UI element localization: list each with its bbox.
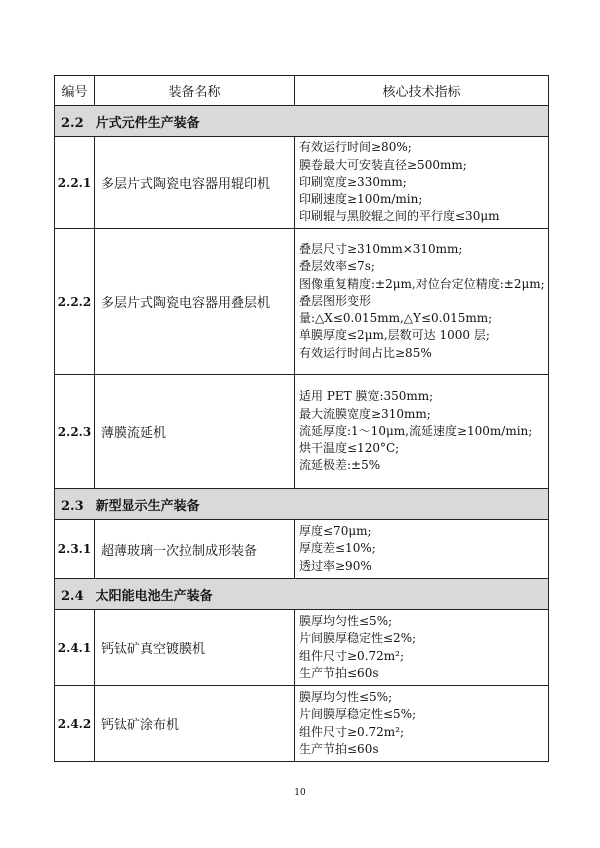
spec-line: 组件尺寸≥0.72m²; [299, 724, 405, 739]
spec-line: 流延极差:±5% [299, 458, 381, 473]
spec-line: 有效运行时间占比≥85% [299, 345, 432, 360]
spec-line: 片间膜厚稳定性≤2%; [299, 631, 417, 646]
row-name: 超薄玻璃一次拉制成形装备 [95, 520, 295, 579]
row-code: 2.2.2 [55, 229, 95, 375]
row-name: 钙钛矿涂布机 [95, 686, 295, 762]
row-name: 多层片式陶瓷电容器用辊印机 [95, 137, 295, 229]
table-row [55, 229, 549, 375]
section-number: 2.3 [61, 498, 84, 514]
spec-line: 适用 PET 膜宽:350mm; [299, 389, 434, 404]
spec-line: 膜厚均匀性≤5%; [299, 613, 393, 628]
section-row [55, 106, 549, 137]
spec-line: 膜厚均匀性≤5%; [299, 689, 393, 704]
spec-line: 印刷宽度≥330mm; [299, 174, 407, 189]
spec-line: 透过率≥90% [299, 558, 372, 573]
section-title [55, 106, 549, 137]
section-label: 新型显示生产装备 [95, 498, 200, 514]
section-label: 片式元件生产装备 [95, 115, 200, 131]
spec-line: 生产节拍≤60s [299, 741, 379, 756]
spec-line: 单膜厚度≤2μm,层数可达 1000 层; [299, 328, 490, 343]
spec-line: 印刷辊与黑胶辊之间的平行度≤30μm [299, 209, 500, 224]
table-row [55, 686, 549, 762]
row-name: 钙钛矿真空镀膜机 [95, 610, 295, 686]
section-title [55, 579, 549, 610]
table-row [55, 610, 549, 686]
table-row [55, 137, 549, 229]
row-specs [295, 686, 549, 762]
row-specs [295, 375, 549, 489]
row-specs [295, 610, 549, 686]
table-header-row [55, 76, 549, 106]
row-name: 薄膜流延机 [95, 375, 295, 489]
section-number: 2.2 [61, 115, 84, 131]
spec-line: 生产节拍≤60s [299, 665, 379, 680]
section-row [55, 489, 549, 520]
row-specs [295, 229, 549, 375]
spec-line: 组件尺寸≥0.72m²; [299, 648, 405, 663]
spec-line: 流延厚度:1～10μm,流延速度≥100m/min; [299, 423, 533, 438]
spec-line: 厚度差≤10%; [299, 541, 376, 556]
section-label: 太阳能电池生产装备 [95, 588, 213, 604]
spec-line: 印刷速度≥100m/min; [299, 192, 423, 207]
row-specs [295, 137, 549, 229]
spec-line: 厚度≤70μm; [299, 524, 372, 539]
header-name: 装备名称 [95, 76, 295, 106]
row-name: 多层片式陶瓷电容器用叠层机 [95, 229, 295, 375]
row-specs [295, 520, 549, 579]
row-code: 2.2.1 [55, 137, 95, 229]
section-number: 2.4 [61, 588, 84, 604]
equipment-table [54, 75, 549, 762]
spec-line: 叠层效率≤7s; [299, 259, 375, 274]
spec-line: 图像重复精度:±2μm,对位台定位精度:±2μm; [299, 276, 545, 291]
row-code: 2.4.2 [55, 686, 95, 762]
spec-line: 叠层尺寸≥310mm×310mm; [299, 241, 463, 256]
row-code: 2.4.1 [55, 610, 95, 686]
row-code: 2.3.1 [55, 520, 95, 579]
row-code: 2.2.3 [55, 375, 95, 489]
spec-line: 最大流膜宽度≥310mm; [299, 406, 431, 421]
spec-line: 叠层图形变形量:△X≤0.015mm,△Y≤0.015mm; [299, 293, 493, 326]
header-spec: 核心技术指标 [295, 76, 549, 106]
spec-line: 膜卷最大可安装直径≥500mm; [299, 157, 467, 172]
spec-line: 有效运行时间≥80%; [299, 140, 412, 155]
spec-line: 片间膜厚稳定性≤5%; [299, 707, 417, 722]
header-code: 编号 [55, 76, 95, 106]
table-row [55, 375, 549, 489]
section-row [55, 579, 549, 610]
section-title [55, 489, 549, 520]
page-number: 10 [294, 788, 306, 798]
table-row [55, 520, 549, 579]
spec-line: 烘干温度≤120°C; [299, 441, 400, 456]
